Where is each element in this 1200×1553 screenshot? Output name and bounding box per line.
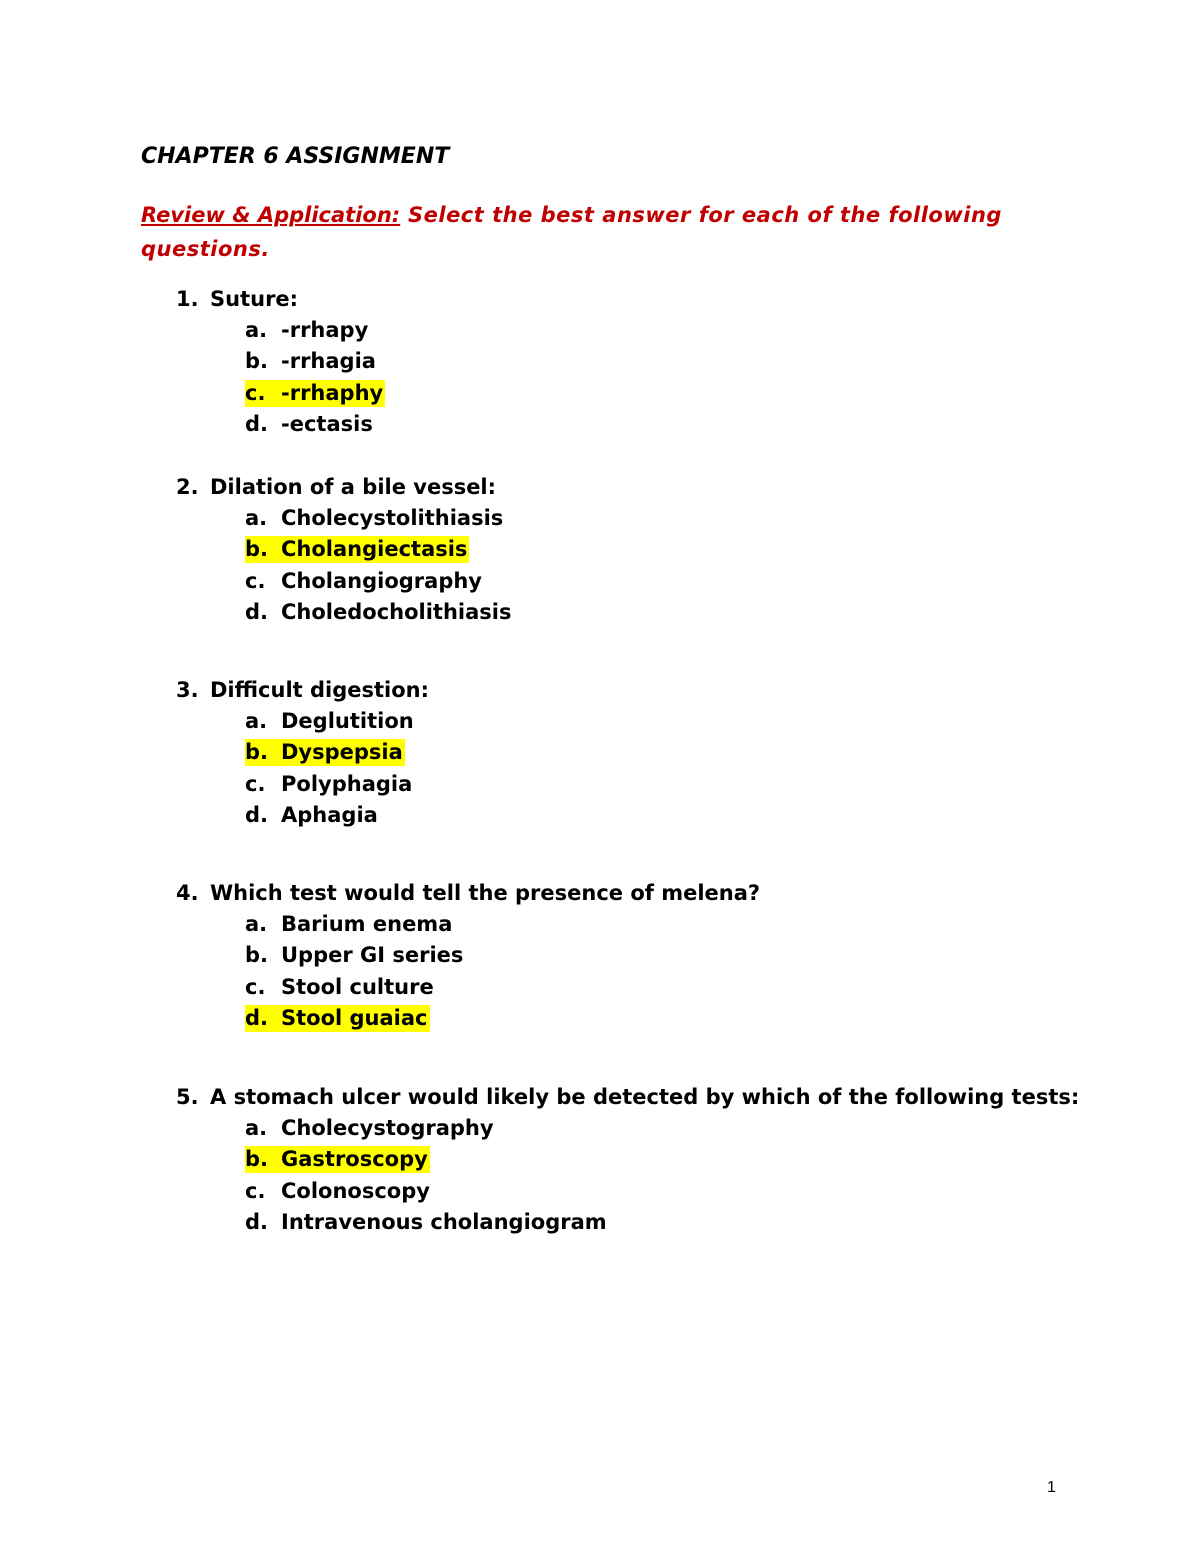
page-title: CHAPTER 6 ASSIGNMENT (141, 144, 450, 169)
choice-item[interactable] (245, 909, 1156, 940)
choice-text: Gastroscopy (281, 1147, 428, 1172)
page-number: 1 (1047, 1479, 1056, 1496)
choice-text: Colonoscopy (281, 1178, 430, 1203)
question-stem (176, 284, 1156, 315)
choice-text: Choledocholithiasis (281, 599, 512, 624)
choice-item[interactable] (245, 706, 1156, 737)
choice-item[interactable] (245, 597, 1156, 628)
choice-option (245, 1115, 496, 1142)
choice-item[interactable] (245, 378, 1156, 409)
instructions (141, 198, 1041, 266)
choice-option (245, 739, 405, 766)
choice-item[interactable] (245, 1003, 1156, 1034)
choice-letter: a. (245, 709, 268, 733)
choice-option (245, 1178, 432, 1205)
choice-text: Intravenous cholangiogram (281, 1209, 607, 1234)
choice-letter: b. (245, 943, 269, 968)
choice-item[interactable] (245, 315, 1156, 346)
question-text: A stomach ulcer would likely be detected by which of the following tests: (210, 1085, 1080, 1109)
choice-letter: c. (245, 380, 266, 405)
choice-letter: d. (245, 802, 269, 827)
choice-letter: d. (245, 1209, 269, 1234)
question-3 (176, 675, 1156, 831)
choice-text: Upper GI series (281, 943, 464, 968)
choice-letter: d. (245, 411, 269, 436)
choice-text: Dyspepsia (281, 740, 403, 765)
choice-text: Polyphagia (281, 771, 413, 796)
question-text: Which test would tell the presence of melena? (210, 881, 761, 905)
choice-option (245, 380, 385, 407)
choice-text: Cholangiography (281, 568, 482, 593)
choice-text: Cholangiectasis (281, 537, 468, 562)
choice-letter: b. (245, 740, 269, 765)
choice-item[interactable] (245, 566, 1156, 597)
question-stem (176, 472, 1156, 503)
choice-option (245, 708, 416, 735)
choice-item[interactable] (245, 800, 1156, 831)
choice-text: Barium enema (281, 912, 453, 936)
choice-item[interactable] (245, 972, 1156, 1003)
choice-item[interactable] (245, 346, 1156, 377)
choice-letter: c. (245, 1178, 266, 1203)
choice-letter: d. (245, 599, 269, 624)
choice-text: -rrhaphy (281, 380, 384, 405)
choice-text: -rrhagia (281, 349, 376, 374)
question-text: Dilation of a bile vessel: (210, 475, 497, 499)
choice-item[interactable] (245, 769, 1156, 800)
question-stem (176, 1082, 1156, 1113)
choice-option (245, 1209, 609, 1236)
question-text: Difficult digestion: (210, 678, 430, 702)
choice-option (245, 348, 378, 375)
choice-text: Cholecystography (281, 1116, 494, 1140)
question-stem (176, 878, 1156, 909)
choice-letter: b. (245, 349, 269, 374)
choice-option (245, 802, 380, 829)
question-5 (176, 1082, 1156, 1238)
question-1 (176, 284, 1156, 440)
choice-item[interactable] (245, 534, 1156, 565)
choice-text: -ectasis (281, 411, 373, 436)
instructions-lead: Review & Application: (141, 203, 401, 227)
choice-letter: c. (245, 974, 266, 999)
choice-list (176, 706, 1156, 831)
question-2 (176, 472, 1156, 628)
choice-item[interactable] (245, 503, 1156, 534)
choice-item[interactable] (245, 1144, 1156, 1175)
choice-list (176, 315, 1156, 440)
choice-option (245, 536, 469, 563)
choice-letter: d. (245, 1005, 269, 1030)
choice-option (245, 411, 375, 438)
choice-option (245, 599, 513, 626)
choice-letter: a. (245, 318, 268, 342)
choice-item[interactable] (245, 737, 1156, 768)
choice-letter: a. (245, 912, 268, 936)
choice-option (245, 1005, 430, 1032)
question-number: 2. (176, 475, 199, 499)
choice-list (176, 1113, 1156, 1238)
choice-text: Cholecystolithiasis (281, 506, 504, 530)
choice-option (245, 568, 484, 595)
choice-item[interactable] (245, 409, 1156, 440)
question-number: 4. (176, 881, 199, 905)
choice-letter: a. (245, 506, 268, 530)
choice-option (245, 942, 465, 969)
choice-list (176, 503, 1156, 628)
choice-letter: b. (245, 1147, 269, 1172)
choice-item[interactable] (245, 1207, 1156, 1238)
choice-option (245, 505, 505, 532)
question-number: 1. (176, 287, 199, 311)
choice-option (245, 771, 414, 798)
choice-list (176, 909, 1156, 1034)
choice-option (245, 1146, 430, 1173)
choice-text: Deglutition (281, 709, 414, 733)
choice-option (245, 317, 370, 344)
question-text: Suture: (210, 287, 299, 311)
choice-letter: b. (245, 537, 269, 562)
choice-option (245, 974, 436, 1001)
instructions-text: Select the best answer for each of the following questions. (141, 203, 1002, 261)
choice-letter: c. (245, 771, 266, 796)
choice-letter: a. (245, 1116, 268, 1140)
choice-item[interactable] (245, 940, 1156, 971)
choice-text: Stool culture (281, 974, 434, 999)
choice-text: -rrhapy (281, 318, 369, 342)
choice-text: Aphagia (281, 802, 378, 827)
question-stem (176, 675, 1156, 706)
question-number: 5. (176, 1085, 199, 1109)
choice-item[interactable] (245, 1113, 1156, 1144)
choice-item[interactable] (245, 1176, 1156, 1207)
question-number: 3. (176, 678, 199, 702)
question-4 (176, 878, 1156, 1034)
choice-text: Stool guaiac (281, 1005, 428, 1030)
choice-option (245, 911, 454, 938)
choice-letter: c. (245, 568, 266, 593)
